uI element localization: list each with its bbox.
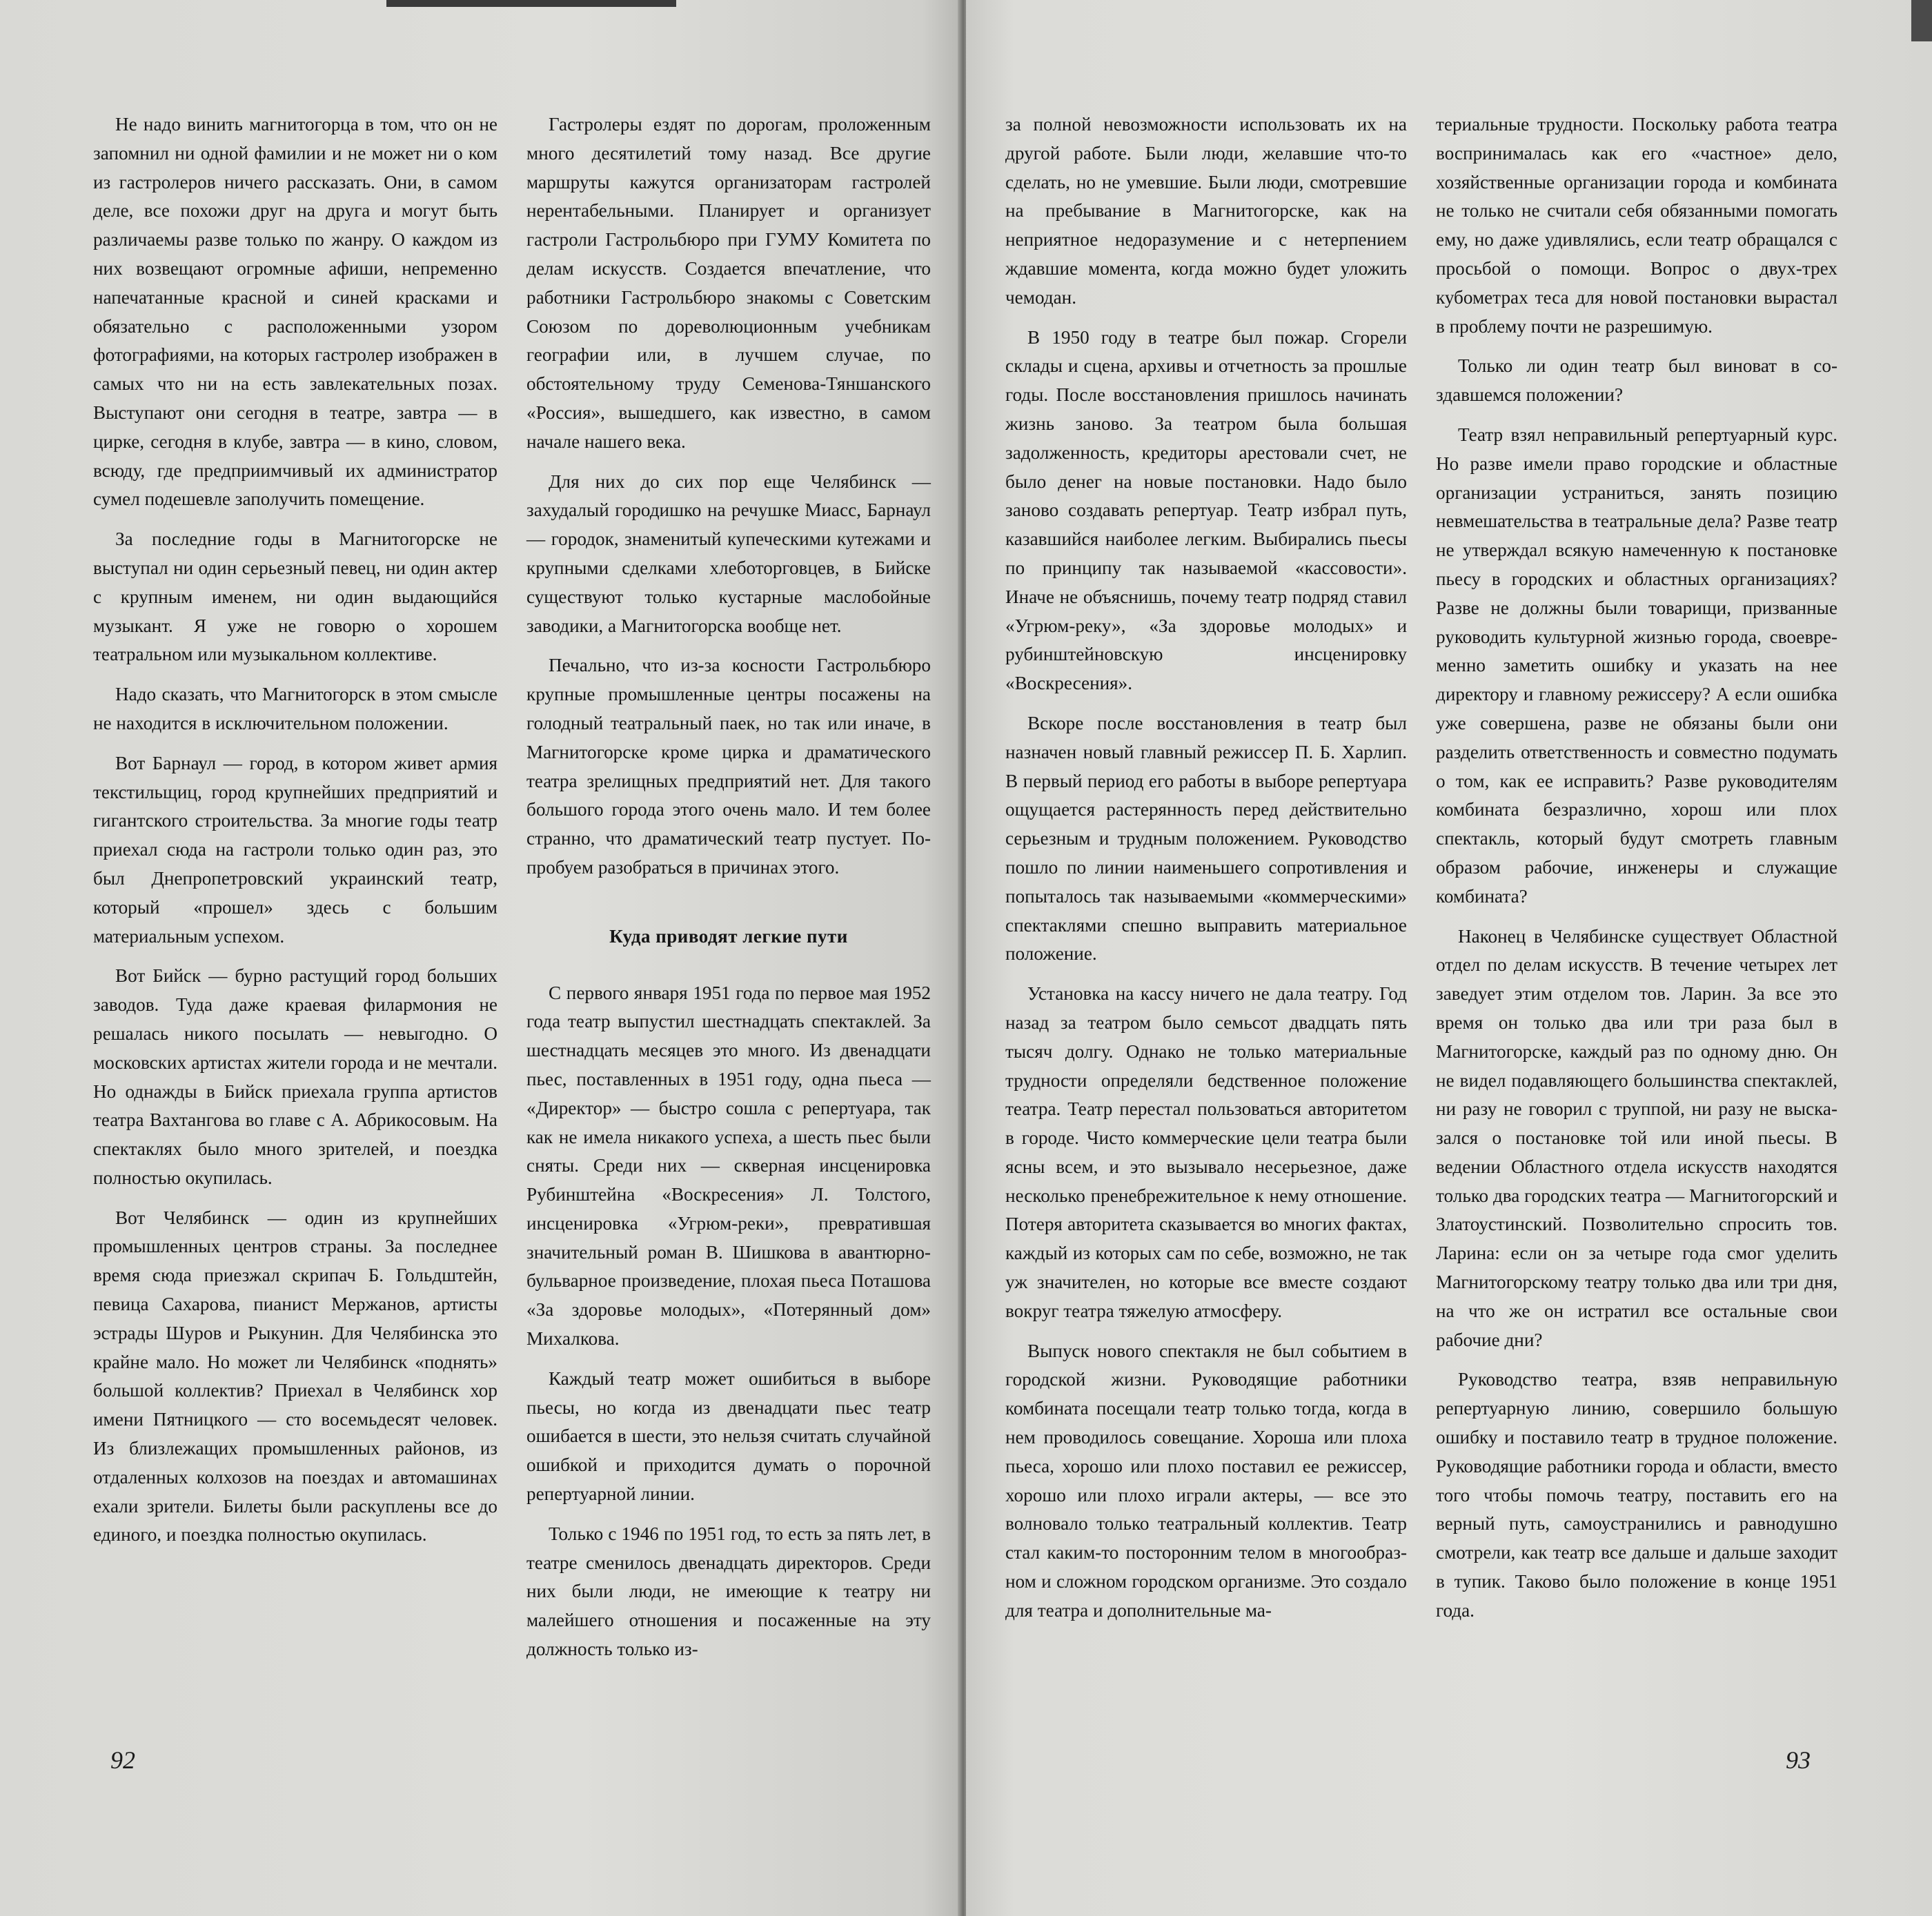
paragraph: Установка на кассу ничего не дала театру. Год назад за театром было семьсот двадцать пять тысяч долгу. Однако не только материальные трудности определяли бедственное положение театра. Театр перестал пользоваться авторитетом в городе. Чисто коммерческие цели театра были ясны всем, и это вызывало несерьезное, даже несколько пренебрежительное к нему отношение. Потеря авторитета сказывается во многих фактах, каждый из которых сам по себе, возможно, не так уж значителен, но которые все вместе создают вокруг театра тяжелую атмосферу. — [1005, 983, 1407, 1321]
paragraph: Вот Челябинск — один из крупнейших промышленных центров страны. За последнее время сюда приезжал скрипач Б. Гольдштейн, певица Сахарова, пианист Мержанов, артисты эстрады Шуров и Рыкунин. Для Челябинска это крайне мало. Но может ли Челябинск «поднять» большой коллектив? Приехал в Челябинск хор имени Пятницкого — сто восемьдесят человек. Из близлежащих промышленных районов, из отдаленных колхозов на поездах и автомашинах ехали зрители. Билеты были раскуплены все до единого, и поездка полностью окупилась. — [93, 1207, 497, 1545]
column-3 — [1005, 110, 1407, 1637]
top-edge-shadow — [386, 0, 676, 7]
column-2 — [526, 110, 931, 1675]
paragraph: Вот Барнаул — город, в котором живет армия текстильщиц, город крупнейших предприятий и гигантского строительства. За многие годы театр приехал сюда на гастроли только один раз, это был Днепропетровский украинский театр, который «прошел» здесь с большим материальным успехом. — [93, 752, 497, 947]
column-4 — [1436, 110, 1837, 1637]
paragraph: Гастролеры ездят по дорогам, проложенным много десятилетий тому назад. Все другие маршруты кажутся организаторам гастролей нерентабельными. Планирует и организует гастроли Гастрольбюро при ГУМУ Комитета по делам искусств. Создается впечатление, что работники Гастрольбюро знакомы с Советским Союзом по дореволюционным учебникам географии или, в лучшем случае, по обстоятельному труду Семенова-Тяншанского «Россия», вышедшего, как известно, в самом начале нашего века. — [526, 114, 931, 452]
paragraph: Не надо винить магнитогорца в том, что он не запомнил ни одной фамилии и не может ни о ком из гастролеров ничего рассказать. Они, в самом деле, все похожи друг на друга и могут быть различаемы разве только по жанру. О каждом из них возвещают огромные афиши, непременно напечатанные красной и синей красками и обязательно с расположенными узором фотографиями, на которых гастролер изображен в самых что ни на есть завлекательных позах. Выступают они сегодня в театре, завтра — в цирке, сегодня в клубе, завтра — в кино, словом, всюду, где предприимчивый их администратор сумел подешевле заполучить помещение. — [93, 114, 497, 510]
paragraph: Надо сказать, что Магнитогорск в этом смысле не находится в исключительном положении. — [93, 684, 497, 733]
column-1 — [93, 110, 497, 1561]
paragraph: за полной невозможности использовать их на другой работе. Были люди, желавшие что-то сделать, но не умевшие. Были люди, смотревшие на пребывание в Магнитогорске, как на неприятное недоразумение и с нетерпением ждавшие момента, когда можно будет уложить чемодан. — [1005, 114, 1407, 308]
paragraph: С первого января 1951 года по первое мая 1952 года театр выпустил шестнадцать спектаклей. За шестнадцать месяцев это много. Из двенадцати пьес, поставленных в 1951 году, одна пьеса — «Директор» — быстро сошла с репертуара, так как не имела никакого успеха, а шесть пьес были сняты. Среди них — скверная инсценировка Рубинштейна «Воскресения» Л. Толстого, инсценировка «Угрюм-реки», превратившая значительный роман В. Шишкова в авантюрно-бульварное произведение, плохая пьеса Поташова «За здоровье молодых», «Потерянный дом» Михалкова. — [526, 982, 931, 1350]
paragraph: В 1950 году в театре был пожар. Сгорели склады и сцена, архивы и отчетность за прошлые годы. После восстановления пришлось начинать жизнь заново. За театром была большая задолженность, кредиторы арестовали счет, не было денег на новые постановки. Надо было заново создавать репертуар. Театр избрал путь, казавшийся наиболее легким. Выбирались пьесы по принципу так называемой «кассовости». Иначе не объяснишь, почему театр подряд ставил «Угрюм-реку», «За здоровье молодых» и рубинштейновскую инсценировку «Воскресения». — [1005, 326, 1407, 694]
page-number-left: 92 — [110, 1746, 135, 1774]
left-page — [0, 0, 960, 1916]
section-heading: Куда приводят легкие пути — [609, 925, 848, 947]
paragraph: териальные трудности. Поскольку работа театра воспринималась как его «частное» дело, хозяйственные организации города и комбината не только не считали себя обязанными помогать ему, но даже удивлялись, если театр обращался с просьбой о помощи. Вопрос о двух-трех кубометрах теса для новой постановки вырастал в проблему почти не разрешимую. — [1436, 114, 1837, 337]
top-edge-shadow — [1911, 0, 1932, 41]
paragraph: Для них до сих пор еще Челябинск — захудалый городишко на речушке Миасс, Барнаул — городок, знаменитый купеческими кутежами и крупными сделками хлеботорговцев, в Бийске существуют только кустарные маслобойные заводики, а Магнитогорска вообще нет. — [526, 471, 931, 636]
paragraph: За последние годы в Магнитогорске не выступал ни один серьезный певец, ни один актер с крупным именем, ни один выдающийся музыкант. Я уже не говорю о хорошем театральном или музыкальном коллективе. — [93, 529, 497, 665]
paragraph: Театр взял неправильный репертуарный курс. Но разве имели право городские и областные организации устраниться, занять позицию невмешательства в театральные дела? Разве театр не утверждал всякую намеченную к постановке пьесу в городских и областных организациях? Разве не должны были товарищи, призванные руководить культурной жизнью города, своевременно заметить ошибку и указать на нее директору и главному режиссеру? А если ошибка уже совершена, разве не обязаны были они разделить ответственность и совместно подумать о том, как ее исправить? Разве руководителям комбината безразлично, хорош или плох спектакль, который будут смотреть главным образом рабочие, инженеры и служащие комбината? — [1436, 424, 1837, 907]
paragraph: Наконец в Челябинске существует Областной отдел по делам искусств. В течение четырех лет заведует этим отделом тов. Ларин. За все это время он только два или три раза был в Магнитогорске, каждый раз по одному дню. Он не видел подавляющего большинства спектаклей, ни разу не говорил с труппой, ни разу не высказался о постановке той или иной пьесы. В ведении Областного отдела искусств находятся только два городских театра — Магнитогорский и Златоустинский. Позволительно спросить тов. Ларина: если он за четыре года смог уделить Магнитогорскому театру только два или три дня, на что же он истратил все остальные свои рабочие дни? — [1436, 925, 1837, 1350]
paragraph: Каждый театр может ошибиться в выборе пьесы, но когда из двенадцати пьес театр ошибается в шести, это нельзя считать случайной ошибкой и приходится думать о порочной репертуарной линии. — [526, 1367, 931, 1505]
right-page — [966, 0, 1932, 1916]
page-number-right: 93 — [1786, 1746, 1811, 1774]
paragraph: Выпуск нового спектакля не был событием в городской жизни. Руководящие работники комбината посещали театр только тогда, когда в нем проводилось совещание. Хороша или плоха пьеса, хорошо или плохо поставил ее режиссер, хорошо или плохо играли актеры, — все это волновало только театральный коллектив. Театр стал каким-то посторонним телом в многообразном и сложном городском организме. Это создало для театра и дополнительные ма- — [1005, 1340, 1407, 1621]
paragraph: Только ли один театр был виноват в создавшемся положении? — [1436, 355, 1837, 406]
paragraph: Вот Бийск — бурно растущий город больших заводов. Туда даже краевая филармония не решалась никого посылать — невыгодно. О московских артистах жители города и не мечтали. Но однажды в Бийск приехала группа артистов театра Вахтангова во главе с А. Абрикосовым. На спектаклях было много зрителей, и поездка полностью окупилась. — [93, 965, 497, 1188]
paragraph: Печально, что из-за косности Гастрольбюро крупные промышленные центры посажены на голодный театральный паек, но так или иначе, в Магнитогорске кроме цирка и драматического театра зрелищных предприятий нет. Для такого большого города этого очень мало. И тем более странно, что драматический театр пустует. Попробуем разобраться в причинах этого. — [526, 655, 931, 878]
paragraph: Руководство театра, взяв неправильную репертуарную линию, совершило большую ошибку и поставило театр в трудное положение. Руководящие работники города и области, вместо того чтобы помочь театру, поставить его на верный путь, самоустранились и равнодушно смотрели, как театр все дальше и дальше заходит в тупик. Таково было положение в конце 1951 года. — [1436, 1369, 1837, 1621]
paragraph: Вскоре после восстановления в театр был назначен новый главный режиссер П. Б. Харлип. В первый период его работы в выборе репертуара ощущается растерянность перед действительно серьезным и трудным положением. Руководство пошло по линии наименьшего сопротивления и попыталось так называемыми «коммерческими» спектаклями спешно выправить материальное положение. — [1005, 712, 1407, 965]
paragraph: Только с 1946 по 1951 год, то есть за пять лет, в театре сменилось двенадцать директоров. Среди них были люди, не имеющие к театру ни малейшего отношения и посаженные на эту должность только из- — [526, 1523, 931, 1660]
